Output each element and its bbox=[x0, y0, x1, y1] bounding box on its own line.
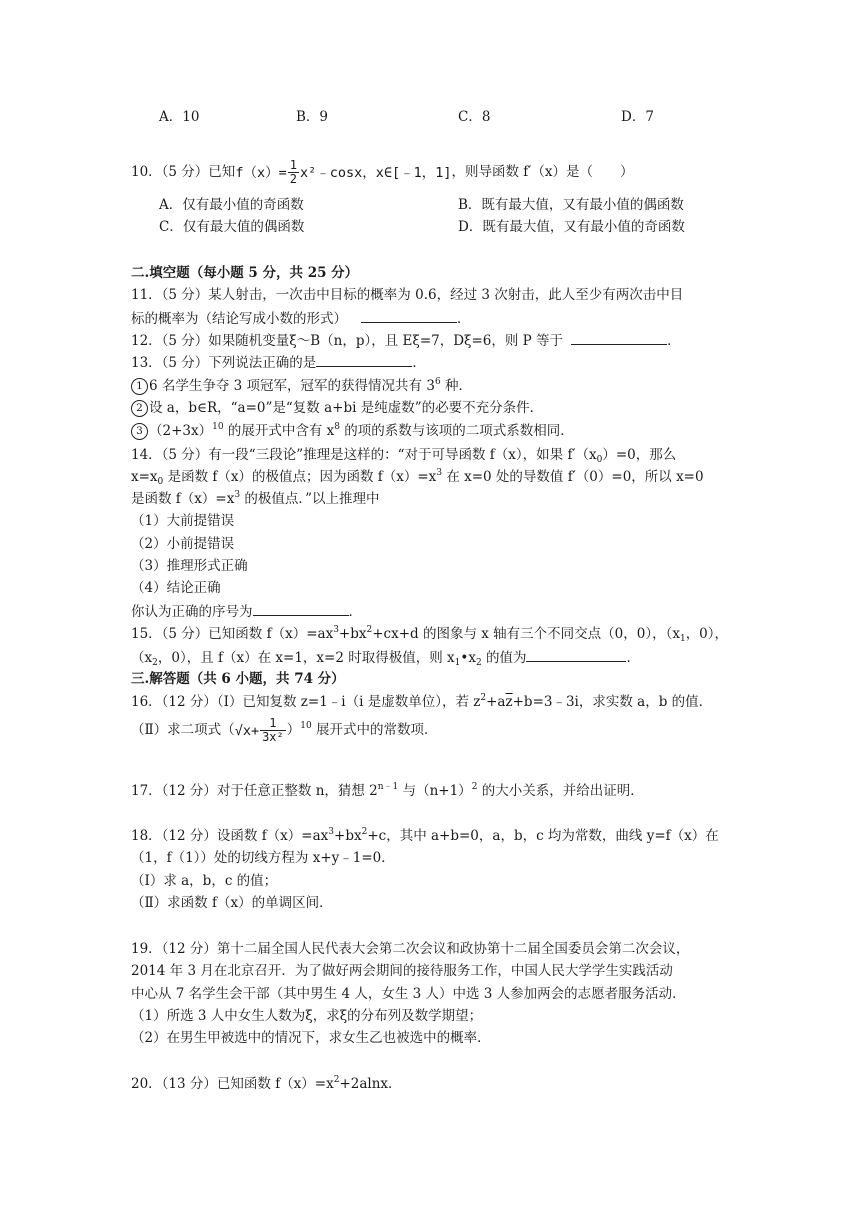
q16-binomial-formula: √x+ $\frac{1}{\text{3x²}}$ bbox=[234, 716, 284, 744]
q19-line-2: 2014 年 3 月在北京召开．为了做好两会期间的接待服务工作，中国人民大学学生实践活动 bbox=[131, 963, 673, 979]
section-heading-solutions: 三.解答题（共 6 小题，共 74 分） bbox=[131, 671, 345, 687]
q20: 20．（13 分）已知函数 $f(x)=x^2+2alnx$． bbox=[131, 1075, 402, 1092]
q19-line-1: 19．（12 分）第十二届全国人民代表大会第二次会议和政协第十二届全国委员会第二次会议， bbox=[131, 941, 690, 957]
q10-formula: f（x）= $\frac{1}{2}$ x²﹣cosx，x∈[﹣1，1] bbox=[235, 158, 452, 186]
q13-statement-3: 3 $(2+3x)^{10}$ 的展开式中含有 $x^8$ 的项的系数与该项的二项式系数相同． bbox=[131, 421, 574, 441]
q14-ask: 你认为正确的序号为 ． bbox=[131, 601, 362, 622]
q9-option-b: B．9 bbox=[296, 109, 329, 125]
q19-part-2: （2）在男生甲被选中的情况下，求女生乙也被选中的概率． bbox=[131, 1030, 491, 1046]
circled-number-3: 3 bbox=[131, 423, 148, 440]
q16-part-2: （Ⅱ）求二项式（√x+ $\frac{1}{\text{3x²}}$ ）$^{10}$ 展开式中的常数项． bbox=[131, 716, 438, 744]
q13-stem: 13．（5 分）下列说法正确的是 ． bbox=[131, 352, 426, 373]
q10-option-a: A．仅有最小值的奇函数 bbox=[159, 197, 304, 213]
q18-part-2: （Ⅱ）求函数 f（x）的单调区间． bbox=[131, 895, 333, 911]
q13-statement-2: 2 设 a，b∈R，“a=0”是“复数 a+bi 是纯虚数”的必要不充分条件． bbox=[131, 398, 543, 418]
q12: 12．（5 分）如果随机变量ξ～B（n，p），且 Eξ=7，Dξ=6，则 P 等于 ． bbox=[131, 330, 681, 351]
q11-line-1: 11．（5 分）某人射击，一次击中目标的概率为 0.6，经过 3 次射击，此人至少有两次击中目 bbox=[131, 287, 684, 303]
q17: 17．（12 分）对于任意正整数 n，猜想 $2^{n﹣1}$ 与$(n+1)^2$ 的大小关系，并给出证明． bbox=[131, 782, 644, 799]
q15-line-1: 15．（5 分）已知函数 $f(x)=ax^3+bx^2+cx+d$ 的图象与 x 轴有三个不同交点（0，0），（$x_1$，0）， bbox=[131, 625, 729, 644]
q14-line-1: 14．（5 分）有一段“三段论”推理是这样的：“对于可导函数 f（x），如果 $f'(x_0)=0$，那么 bbox=[131, 447, 677, 465]
q19-line-3: 中心从 7 名学生会干部（其中男生 4 人，女生 3 人）中选 3 人参加两会的志愿者服务活动． bbox=[131, 986, 686, 1002]
q15-line-2: （$x_2$，0），且 f（x）在 x=1，x=2 时取得极值，则 $x_1•x_2$ 的值为 ． bbox=[131, 647, 640, 668]
q14-item-3: （3）推理形式正确 bbox=[131, 558, 248, 574]
q14-item-1: （1）大前提错误 bbox=[131, 513, 235, 529]
answer-blank bbox=[316, 352, 412, 367]
q14-item-4: （4）结论正确 bbox=[131, 580, 221, 596]
q10-option-b: B．既有最大值，又有最小值的偶函数 bbox=[458, 197, 684, 213]
answer-blank bbox=[361, 308, 457, 323]
q9-option-c: C．8 bbox=[458, 109, 491, 125]
q10-option-d: D．既有最大值，又有最小值的奇函数 bbox=[458, 219, 685, 235]
q18-line-1: 18．（12 分）设函数 $f(x)=ax^3+bx^2+c$，其中 a+b=0，a，b，c 均为常数，曲线 y=f（x）在 bbox=[131, 827, 719, 844]
answer-blank bbox=[253, 601, 349, 616]
section-heading-fill-in: 二.填空题（每小题 5 分，共 25 分） bbox=[131, 265, 359, 281]
q14-line-2: $x=x_0$ 是函数 f（x）的极值点；因为函数 $f(x)=x^3$ 在 x=0 处的导数值 f′（0）=0，所以 x=0 bbox=[131, 468, 704, 487]
q9-option-d: D．7 bbox=[621, 109, 654, 125]
circled-number-2: 2 bbox=[131, 400, 148, 417]
q16-part-1: 16．（12 分）（Ⅰ）已知复数 z=1﹣i（i 是虚数单位），若 $z^2+a\overline{z}+b=3﹣3i$，求实数 a，b 的值． bbox=[131, 693, 713, 710]
q14-item-2: （2）小前提错误 bbox=[131, 536, 235, 552]
answer-blank bbox=[526, 647, 626, 662]
q19-part-1: （1）所选 3 人中女生人数为ξ，求ξ的分布列及数学期望； bbox=[131, 1008, 483, 1024]
q10-option-c: C．仅有最大值的偶函数 bbox=[159, 219, 305, 235]
q10-stem: 10．（5 分）已知f（x）= $\frac{1}{2}$ x²﹣cosx，x∈[﹣1，1]，则导函数 f′（x）是（ ） bbox=[131, 158, 634, 186]
q18-line-2: （1，f（1））处的切线方程为 x+y﹣1=0． bbox=[131, 850, 395, 866]
q9-option-a: A．10 bbox=[159, 109, 200, 125]
q14-line-3: 是函数 $f(x)=x^3$ 的极值点．”以上推理中 bbox=[131, 490, 380, 507]
q13-statement-1: 1 6 名学生争夺 3 项冠军，冠军的获得情况共有 $3^6$ 种． bbox=[131, 376, 472, 396]
q18-part-1: （Ⅰ）求 a，b，c 的值； bbox=[131, 873, 278, 889]
q11-line-2: 标的概率为（结论写成小数的形式） ． bbox=[131, 308, 471, 329]
answer-blank bbox=[571, 330, 667, 345]
circled-number-1: 1 bbox=[131, 378, 148, 395]
